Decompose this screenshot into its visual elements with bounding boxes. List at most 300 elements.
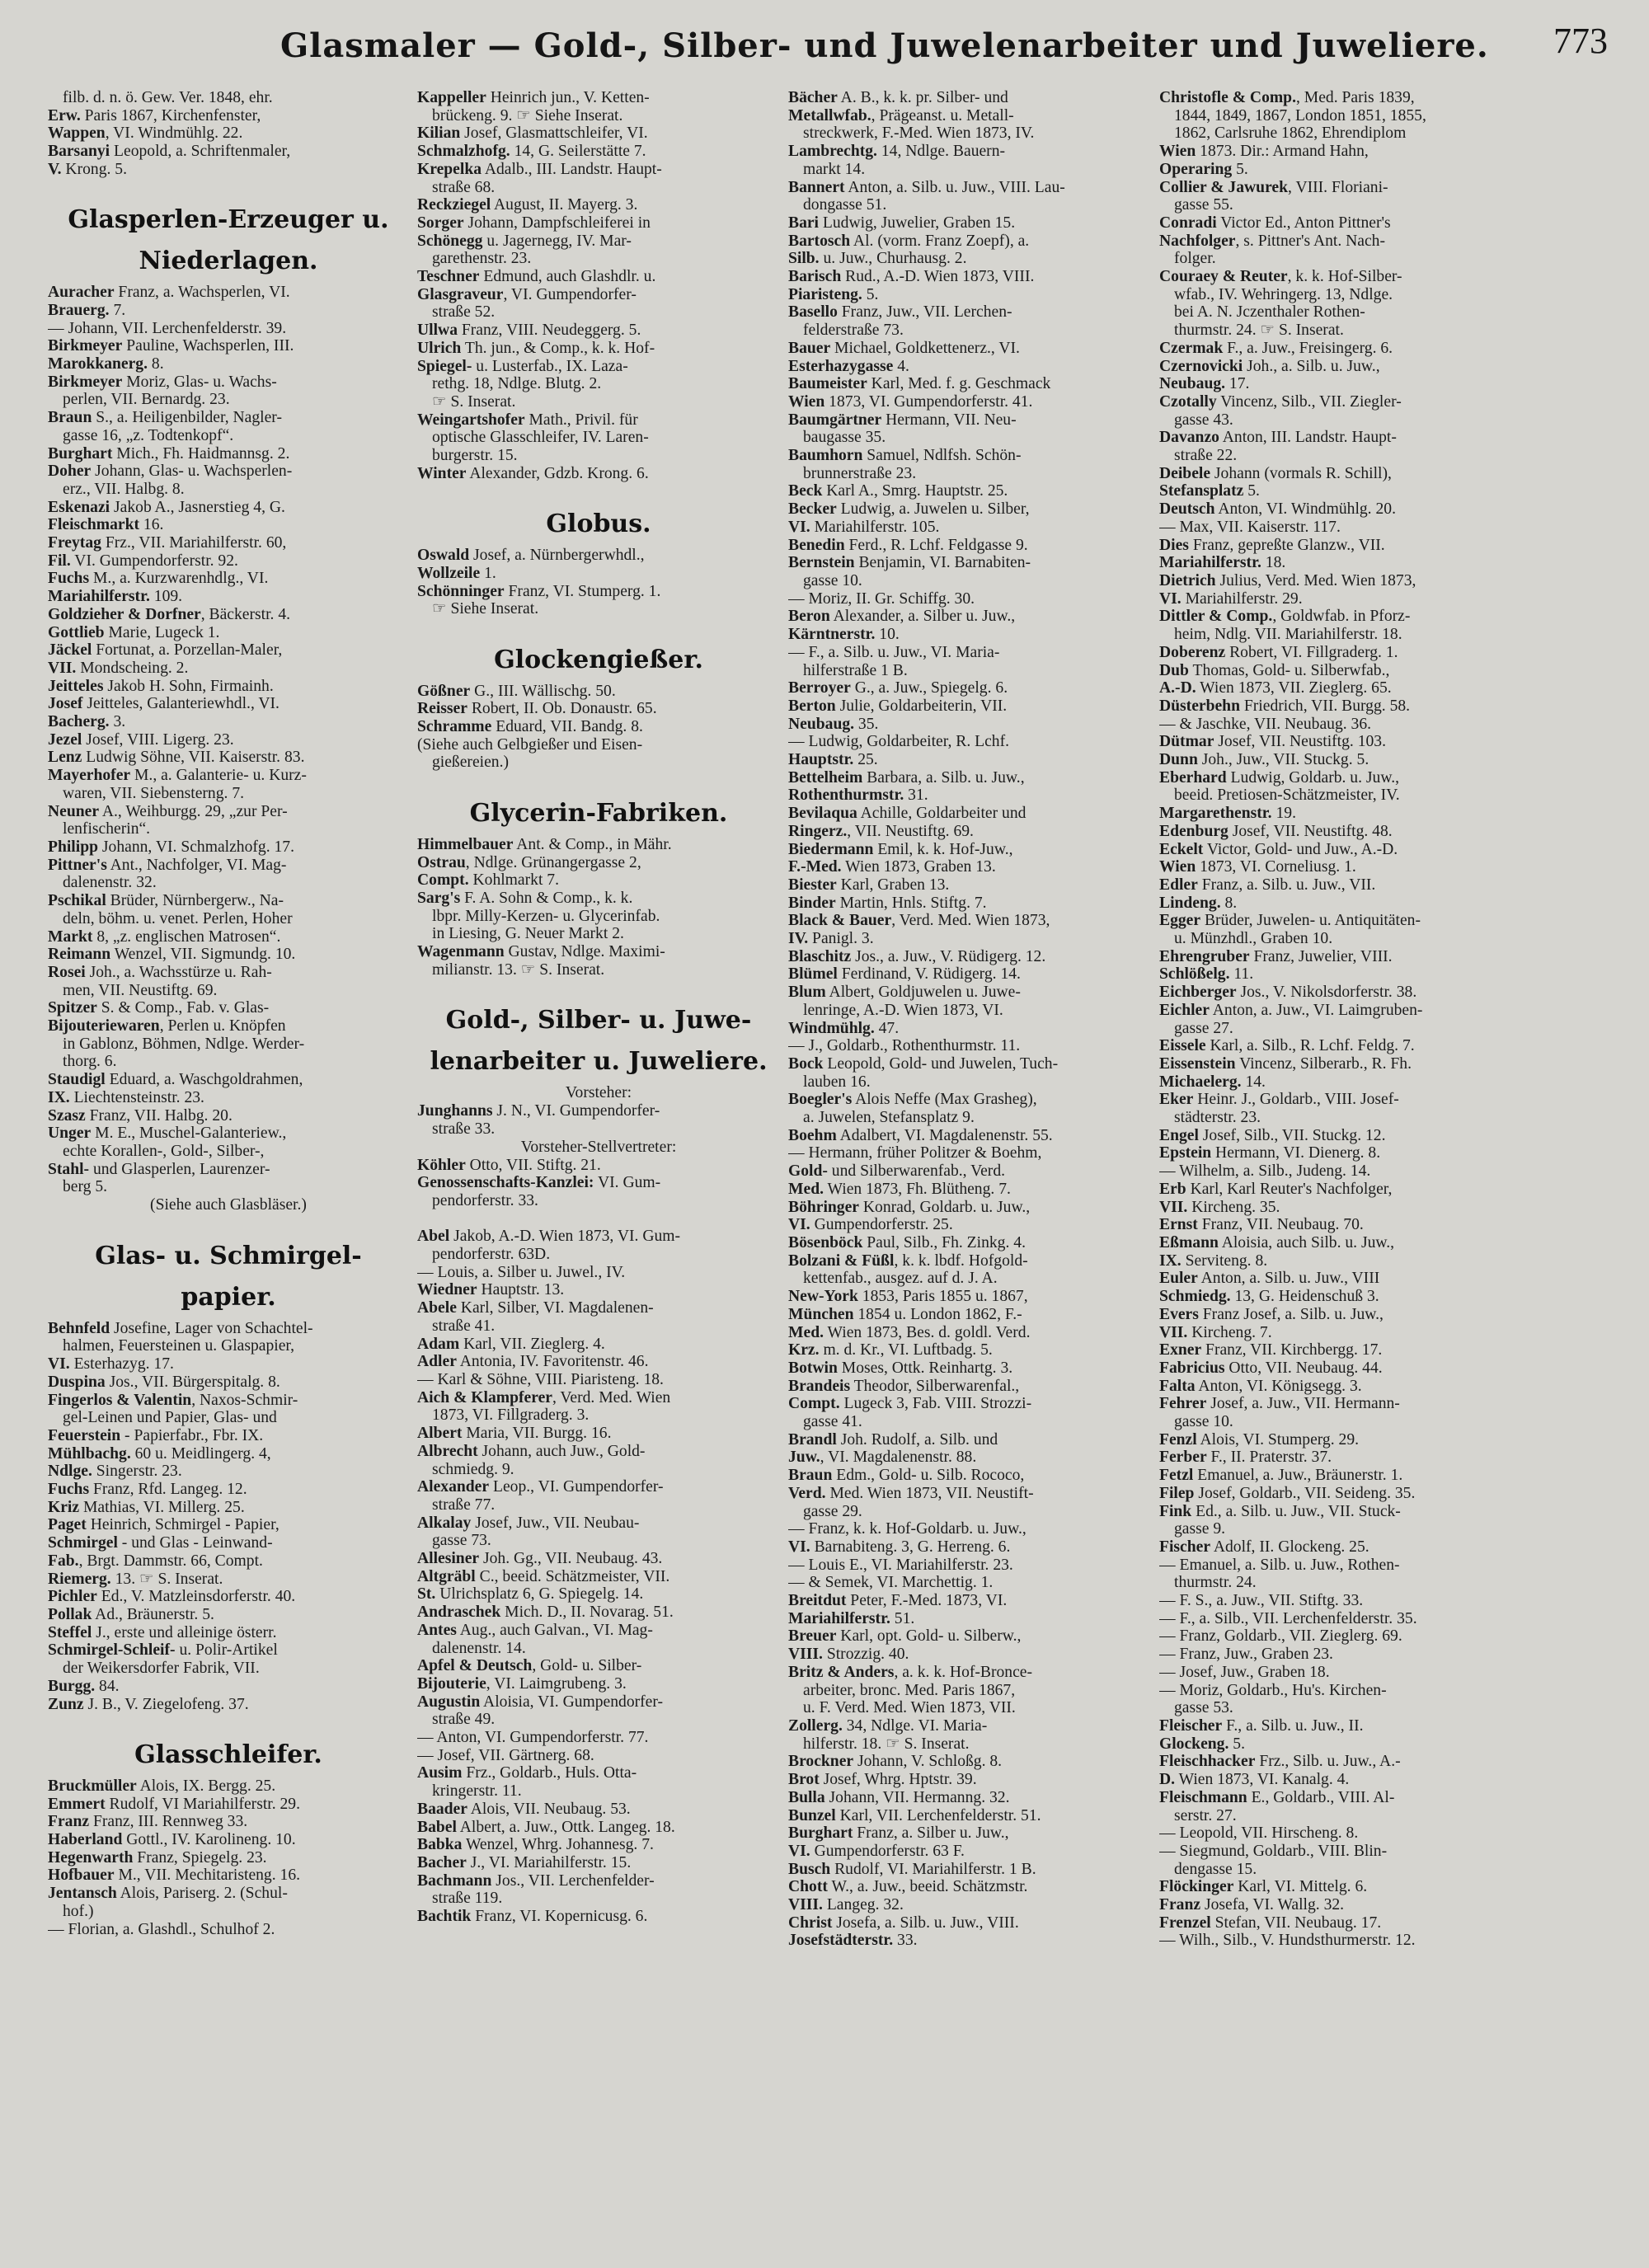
entry-name: Schmiedg. (1159, 1288, 1231, 1306)
section-subheading: Vorsteher: (565, 1084, 632, 1102)
directory-entry-line: VII. Kircheng. 7. (1159, 1323, 1272, 1341)
directory-entry-line: Edenburg Josef, VII. Neustiftg. 48. (1159, 822, 1393, 840)
directory-entry-line: Szasz Franz, VII. Halbg. 20. (48, 1106, 233, 1125)
directory-entry-line: Ostrau, Ndlge. Grünangergasse 2, (417, 853, 641, 871)
entry-name: Couraey & Reuter (1159, 268, 1288, 286)
entry-name: Basello (788, 303, 838, 322)
directory-entry-line: Pschikal Brüder, Nürnbergerw., Na- (48, 892, 284, 910)
directory-entry-line: Auracher Franz, a. Wachsperlen, VI. (48, 284, 290, 302)
entry-name: Beck (788, 482, 823, 500)
directory-entry-line: Gottlieb Marie, Lugeck 1. (48, 623, 220, 641)
directory-entry-line: Evers Franz Josef, a. Silb. u. Juw., (1159, 1305, 1384, 1323)
section-heading: Globus. (546, 509, 651, 539)
directory-entry-line: Feuerstein - Papierfabr., Fbr. IX. (48, 1426, 264, 1444)
entry-name: Andraschek (417, 1604, 501, 1622)
entry-name: München (788, 1305, 854, 1323)
column-4 (1159, 89, 1604, 2249)
entry-name: Fleischmarkt (48, 516, 140, 534)
directory-entry-line: IV. Panigl. 3. (788, 930, 874, 948)
entry-name: Zunz (48, 1695, 84, 1713)
entry-name: Markt (48, 927, 93, 946)
directory-entry-line: Barisch Rud., A.-D. Wien 1873, VIII. (788, 268, 1035, 286)
entry-name: Paget (48, 1516, 87, 1534)
directory-entry-line: New-York 1853, Paris 1855 u. 1867, (788, 1288, 1028, 1306)
directory-entry-line: Ausim Frz., Goldarb., Huls. Otta- (417, 1764, 637, 1782)
directory-entry-line: pendorferstr. 33. (432, 1191, 538, 1209)
directory-entry-line: Franz Franz, III. Rennweg 33. (48, 1813, 248, 1831)
entry-name: Fink (1159, 1502, 1192, 1520)
entry-name: Oswald (417, 547, 470, 565)
entry-name: Junghanns (417, 1102, 493, 1120)
entry-name: Josefstädterstr. (788, 1932, 894, 1950)
directory-entry-line: Schmiedg. 13, G. Heidenschuß 3. (1159, 1288, 1379, 1306)
directory-entry-line: — & Semek, VI. Marchettig. 1. (788, 1574, 994, 1592)
entry-name: Boegler's (788, 1091, 853, 1109)
directory-entry-line: Margarethenstr. 19. (1159, 805, 1296, 823)
directory-entry-line: Esterhazygasse 4. (788, 357, 909, 375)
entry-name: Gottlieb (48, 623, 105, 641)
directory-entry-line: Josefstädterstr. 33. (788, 1932, 918, 1950)
entry-name: Med. (788, 1180, 824, 1198)
entry-name: Blum (788, 984, 826, 1002)
directory-entry-line: IX. Serviteng. 8. (1159, 1251, 1268, 1270)
entry-name: Spiegel- (417, 357, 472, 375)
directory-entry-line: Neubaug. 35. (788, 715, 879, 733)
directory-entry-line: straße 49. (432, 1711, 496, 1729)
directory-entry-line: Fischer Adolf, II. Glockeng. 25. (1159, 1538, 1369, 1556)
entry-name: Teschner (417, 268, 480, 286)
entry-name: Brandeis (788, 1377, 851, 1395)
column-3 (788, 89, 1151, 2249)
entry-name: VI. (788, 1842, 810, 1860)
directory-entry-line: Wien 1873. Dir.: Armand Hahn, (1159, 143, 1369, 161)
directory-entry-line: — Siegmund, Goldarb., VIII. Blin- (1159, 1842, 1388, 1860)
directory-entry-line: — Max, VII. Kaiserstr. 117. (1159, 518, 1341, 536)
directory-entry-line: halmen, Feuersteinen u. Glaspapier, (63, 1337, 295, 1355)
entry-name: Fuchs (48, 1481, 90, 1499)
spacer (48, 1214, 409, 1233)
directory-entry-line: perlen, VII. Bernardg. 23. (63, 391, 230, 409)
directory-entry-line: Stahl- und Glasperlen, Laurenzer- (48, 1160, 270, 1178)
directory-entry-line: — Louis E., VI. Mariahilferstr. 23. (788, 1556, 1013, 1574)
directory-entry-line: Fehrer Josef, a. Juw., VII. Hermann- (1159, 1395, 1400, 1413)
directory-entry-line: Christ Josefa, a. Silb. u. Juw., VIII. (788, 1913, 1019, 1932)
entry-name: Kriz (48, 1498, 80, 1516)
entry-name: Altgräbl (417, 1567, 476, 1585)
directory-entry-line: gasse 55. (1174, 196, 1233, 214)
entry-name: Ullwa (417, 322, 458, 340)
directory-entry-line: Bevilaqua Achille, Goldarbeiter und (788, 805, 1027, 823)
entry-name: Duspina (48, 1373, 106, 1391)
entry-name: Botwin (788, 1359, 838, 1377)
entry-name: Marokkanerg. (48, 355, 148, 373)
entry-name: Fabricius (1159, 1359, 1225, 1377)
directory-entry-line: Bijouterie, VI. Laimgrubeng. 3. (417, 1674, 627, 1693)
directory-entry-line: Fabricius Otto, VII. Neubaug. 44. (1159, 1359, 1383, 1377)
entry-name: Nachfolger (1159, 232, 1236, 250)
directory-entry-line: — Louis, a. Silber u. Juwel., IV. (417, 1263, 626, 1281)
directory-entry-line: Biedermann Emil, k. k. Hof-Juw., (788, 840, 1013, 858)
entry-name: Bartosch (788, 232, 851, 250)
entry-name: Deibele (1159, 464, 1211, 482)
entry-name: Pichler (48, 1588, 97, 1606)
entry-name: Fab. (48, 1552, 79, 1570)
entry-name: Fleischhacker (1159, 1753, 1256, 1771)
entry-name: Abel (417, 1228, 450, 1246)
directory-entry-line: Reisser Robert, II. Ob. Donaustr. 65. (417, 700, 657, 718)
directory-entry-line: Josef Jeitteles, Galanteriewhdl., VI. (48, 695, 280, 713)
section-heading: Glockengießer. (494, 645, 703, 674)
directory-entry-line: Filep Josef, Goldarb., VII. Seideng. 35. (1159, 1484, 1416, 1502)
entry-name: Gold- (788, 1162, 828, 1181)
entry-name: Kilian (417, 124, 461, 143)
directory-entry-line: dongasse 51. (803, 196, 887, 214)
entry-name: Eskenazi (48, 498, 110, 516)
directory-entry-line: serstr. 27. (1174, 1806, 1237, 1824)
directory-entry-line: gasse 29. (803, 1502, 862, 1520)
directory-entry-line: VI. Esterhazyg. 17. (48, 1355, 174, 1373)
directory-entry-line: Mayerhofer M., a. Galanterie- u. Kurz- (48, 767, 307, 785)
directory-entry-line: VII. Mondscheing. 2. (48, 659, 189, 677)
directory-entry-line: dalenenstr. 14. (432, 1639, 526, 1657)
directory-entry-line: gasse 16, „z. Todtenkopf“. (63, 426, 234, 444)
directory-entry-line: Frenzel Stefan, VII. Neubaug. 17. (1159, 1913, 1382, 1932)
directory-entry-line: Apfel & Deutsch, Gold- u. Silber- (417, 1657, 642, 1675)
entry-name: Bulla (788, 1788, 825, 1806)
entry-name: Verd. (788, 1484, 826, 1502)
directory-entry-line: gasse 10. (803, 571, 862, 589)
directory-entry-line: Fink Ed., a. Silb. u. Juw., VII. Stuck- (1159, 1502, 1401, 1520)
directory-entry-line: Schlößelg. 11. (1159, 965, 1254, 984)
entry-name: Hauptstr. (788, 751, 854, 769)
directory-entry-line: dengasse 15. (1174, 1860, 1257, 1878)
entry-name: Rosei (48, 963, 86, 981)
entry-name: Emmert (48, 1795, 106, 1813)
directory-entry-line: Eichler Anton, a. Juw., VI. Laimgruben- (1159, 1001, 1423, 1019)
directory-entry-line: Böhringer Konrad, Goldarb. u. Juw., (788, 1198, 1031, 1216)
directory-entry-line: — Wilh., Silb., V. Hundsthurmerstr. 12. (1159, 1932, 1416, 1950)
directory-entry-line: Beck Karl A., Smrg. Hauptstr. 25. (788, 482, 1008, 500)
directory-entry-line: Goldzieher & Dorfner, Bäckerstr. 4. (48, 605, 291, 623)
entry-name: Dietrich (1159, 571, 1216, 589)
directory-entry-line: Eissele Karl, a. Silb., R. Lchf. Feldg. 7. (1159, 1037, 1415, 1055)
directory-entry-line: Engel Josef, Silb., VII. Stuckg. 12. (1159, 1126, 1386, 1144)
entry-name: Staudigl (48, 1071, 106, 1089)
directory-entry-line: heim, Ndlg. VII. Mariahilferstr. 18. (1174, 626, 1402, 644)
directory-entry-line: Ullwa Franz, VIII. Neudeggerg. 5. (417, 322, 641, 340)
directory-entry-line: Edler Franz, a. Silb. u. Juw., VII. (1159, 876, 1376, 894)
directory-entry-line: Blümel Ferdinand, V. Rüdigerg. 14. (788, 965, 1021, 984)
entry-name: Behnfeld (48, 1319, 110, 1337)
directory-entry-line: Burghart Mich., Fh. Haidmannsg. 2. (48, 444, 290, 463)
directory-entry-line: Fab., Brgt. Dammstr. 66, Compt. (48, 1552, 263, 1570)
directory-entry-line: lenringe, A.-D. Wien 1873, VI. (803, 1001, 1003, 1019)
directory-entry-line: Burgg. 84. (48, 1677, 120, 1695)
entry-name: Fischer (1159, 1538, 1211, 1556)
directory-entry-line: Bachmann Jos., VII. Lerchenfelder- (417, 1871, 655, 1890)
directory-entry-line: — F., a. Silb., VII. Lerchenfelderstr. 35. (1159, 1609, 1417, 1627)
entry-name: Edenburg (1159, 822, 1229, 840)
directory-entry-line: Alkalay Josef, Juw., VII. Neubau- (417, 1514, 640, 1532)
directory-entry-line: — Leopold, VII. Hirscheng. 8. (1159, 1824, 1359, 1843)
entry-name: Bacher (417, 1853, 467, 1871)
directory-entry-line: in Gablonz, Böhmen, Ndlge. Werder- (63, 1035, 305, 1053)
directory-entry-line: lenfischerin“. (63, 820, 151, 838)
directory-entry-line: Bernstein Benjamin, VI. Barnabiten- (788, 554, 1031, 572)
directory-entry-line: Altgräbl C., beeid. Schätzmeister, VII. (417, 1567, 670, 1585)
entry-name: Margarethenstr. (1159, 805, 1272, 823)
entry-name: Binder (788, 894, 836, 912)
entry-name: Reisser (417, 700, 467, 718)
directory-entry-line: Ringerz., VII. Neustiftg. 69. (788, 822, 974, 840)
entry-name: Black & Bauer (788, 912, 892, 930)
directory-entry-line: Eker Heinr. J., Goldarb., VIII. Josef- (1159, 1091, 1399, 1109)
entry-name: Jentansch (48, 1885, 117, 1903)
entry-name: VI. (48, 1355, 70, 1373)
section-heading: Gold-, Silber- u. Juwe- (445, 1006, 752, 1035)
entry-name: Haberland (48, 1831, 123, 1849)
directory-entry-line: gel-Leinen und Papier, Glas- und (63, 1409, 277, 1427)
directory-entry-line: Baumgärtner Hermann, VII. Neu- (788, 411, 1017, 429)
entry-name: Burgg. (48, 1677, 96, 1695)
entry-name: Bevilaqua (788, 805, 857, 823)
entry-name: Dies (1159, 536, 1189, 554)
spacer (417, 772, 780, 790)
directory-entry-line: Benedin Ferd., R. Lchf. Feldgasse 9. (788, 536, 1028, 554)
directory-entry-line: Nachfolger, s. Pittner's Ant. Nach- (1159, 232, 1385, 250)
directory-entry-line: Krepelka Adalb., III. Landstr. Haupt- (417, 160, 662, 178)
directory-entry-line: Wollzeile 1. (417, 564, 496, 582)
directory-entry-line: Albert Maria, VII. Burgg. 16. (417, 1425, 612, 1443)
entry-name: Mariahilferstr. (788, 1609, 890, 1627)
entry-name: Blaschitz (788, 947, 852, 965)
directory-entry-line: Eichberger Jos., V. Nikolsdorferstr. 38. (1159, 984, 1417, 1002)
entry-name: Albrecht (417, 1442, 478, 1460)
directory-entry-line: — Johann, VII. Lerchenfelderstr. 39. (48, 319, 287, 337)
entry-name: Epstein (1159, 1144, 1212, 1162)
directory-entry-line: Reckziegel August, II. Mayerg. 3. (417, 196, 638, 214)
spacer (48, 1713, 409, 1731)
directory-entry-line: berg 5. (63, 1178, 108, 1196)
entry-name: Albert (417, 1425, 463, 1443)
entry-name: Franz (1159, 1896, 1201, 1914)
entry-name: Winter (417, 464, 467, 482)
entry-name: Gößner (417, 682, 471, 700)
directory-entry-line: A.-D. Wien 1873, VII. Zieglerg. 65. (1159, 679, 1392, 697)
entry-name: Wien (1159, 143, 1196, 161)
directory-entry-line: Eskenazi Jakob A., Jasnerstieg 4, G. (48, 498, 285, 516)
directory-entry-line: VIII. Strozzig. 40. (788, 1646, 909, 1664)
page-number: 773 (1553, 21, 1608, 61)
entry-name: Eckelt (1159, 840, 1204, 858)
entry-name: Eberhard (1159, 768, 1227, 787)
entry-name: Baader (417, 1800, 467, 1818)
directory-entry-line: Fleischmann E., Goldarb., VIII. Al- (1159, 1788, 1395, 1806)
entry-name: Bari (788, 214, 820, 232)
entry-name: Bösenböck (788, 1234, 863, 1251)
directory-entry-line: Piaristeng. 5. (788, 285, 879, 303)
directory-entry-line: Bächer A. B., k. k. pr. Silber- und (788, 89, 1008, 106)
directory-entry-line: u. F. Verd. Med. Wien 1873, VII. (803, 1699, 1016, 1717)
section-heading: Glasperlen-Erzeuger u. (68, 205, 389, 235)
directory-entry-line: D. Wien 1873, VI. Kanalg. 4. (1159, 1771, 1350, 1789)
entry-name: Conradi (1159, 214, 1217, 232)
directory-entry-line: Pittner's Ant., Nachfolger, VI. Mag- (48, 856, 287, 874)
entry-name: Becker (788, 500, 837, 519)
entry-name: Dunn (1159, 751, 1198, 769)
directory-entry-line: Mühlbachg. 60 u. Meidlingerg. 4, (48, 1444, 271, 1463)
entry-name: Mayerhofer (48, 767, 131, 785)
directory-entry-line: Jeitteles Jakob H. Sohn, Firmainh. (48, 677, 274, 695)
directory-entry-line: Zollerg. 34, Ndlge. VI. Maria- (788, 1716, 988, 1735)
directory-entry-line: Fenzl Alois, VI. Stumperg. 29. (1159, 1430, 1360, 1449)
entry-name: Burghart (788, 1824, 853, 1843)
directory-entry-line: beeid. Pretiosen-Schätzmeister, IV. (1174, 787, 1400, 805)
section-heading: Glas- u. Schmirgel- (95, 1241, 362, 1270)
section-heading: lenarbeiter u. Juweliere. (430, 1047, 768, 1077)
directory-entry-line: men, VII. Neustiftg. 69. (63, 981, 218, 999)
directory-entry-line: Brockner Johann, V. Schloßg. 8. (788, 1753, 1003, 1771)
entry-name: Piaristeng. (788, 285, 862, 303)
directory-entry-line: schmiedg. 9. (432, 1460, 514, 1478)
directory-entry-line: Juw., VI. Magdalenenstr. 88. (788, 1449, 977, 1467)
entry-name: Apfel & Deutsch (417, 1657, 533, 1675)
directory-entry-line: Bolzani & Füßl, k. k. lbdf. Hofgold- (788, 1251, 1028, 1270)
directory-entry-line: Antes Aug., auch Galvan., VI. Mag- (417, 1621, 653, 1639)
entry-name: Wiedner (417, 1281, 477, 1299)
entry-name: Freytag (48, 534, 101, 552)
directory-entry-line: gasse 41. (803, 1413, 862, 1431)
entry-name: Busch (788, 1860, 831, 1878)
directory-entry-line: — Moriz, Goldarb., Hu's. Kirchen- (1159, 1681, 1387, 1699)
directory-entry-line: — Karl & Söhne, VIII. Piaristeng. 18. (417, 1371, 664, 1388)
directory-entry-line: Fleischmarkt 16. (48, 516, 164, 534)
directory-entry-line: hilferstraße 1 B. (803, 661, 908, 679)
entry-name: Britz & Anders (788, 1663, 895, 1681)
entry-name: Genossenschafts-Kanzlei: (417, 1174, 594, 1192)
entry-name: Metallwfab. (788, 106, 871, 124)
directory-entry-line: VII. Kircheng. 35. (1159, 1198, 1280, 1216)
entry-name: IX. (48, 1088, 70, 1106)
directory-entry-line: Doher Johann, Glas- u. Wachsperlen- (48, 463, 293, 481)
entry-name: Compt. (788, 1395, 840, 1413)
entry-name: Fil. (48, 552, 71, 570)
directory-entry-line: garethenstr. 23. (432, 250, 532, 268)
entry-name: Bächer (788, 89, 838, 106)
directory-entry-line: Brauerg. 7. (48, 301, 126, 319)
directory-entry-line: Couraey & Reuter, k. k. Hof-Silber- (1159, 268, 1402, 286)
directory-entry-line: thurmstr. 24. (1174, 1574, 1257, 1592)
entry-name: Exner (1159, 1341, 1202, 1359)
directory-entry-line: Bijouteriewaren, Perlen u. Knöpfen (48, 1017, 286, 1035)
entry-name: Stahl- (48, 1160, 90, 1178)
entry-name: Bolzani & Füßl (788, 1251, 895, 1270)
entry-name: Eßmann (1159, 1234, 1219, 1251)
directory-entry-line: filb. d. n. ö. Gew. Ver. 1848, ehr. (63, 89, 273, 106)
directory-entry-line: — Anton, VI. Gumpendorferstr. 77. (417, 1729, 649, 1747)
entry-name: Zollerg. (788, 1716, 843, 1735)
directory-entry-line: waren, VII. Siebensterng. 7. (63, 784, 245, 802)
directory-entry-line: 1844, 1849, 1867, London 1851, 1855, (1174, 106, 1426, 124)
directory-entry-line: optische Glasschleifer, IV. Laren- (432, 429, 649, 447)
directory-entry-line: Aich & Klampferer, Verd. Med. Wien (417, 1388, 671, 1406)
entry-name: Bauer (788, 339, 831, 357)
entry-name: Aich & Klampferer (417, 1388, 552, 1406)
entry-name: Braun (48, 409, 92, 427)
entry-name: Fleischer (1159, 1716, 1223, 1735)
directory-entry-line: u. Münzhdl., Graben 10. (1174, 930, 1333, 948)
directory-entry-line: arbeiter, bronc. Med. Paris 1867, (803, 1681, 1016, 1699)
entry-name: Collier & Jawurek (1159, 178, 1289, 196)
entry-name: IX. (1159, 1251, 1182, 1270)
directory-entry-line: — F., a. Silb. u. Juw., VI. Maria- (788, 643, 1000, 661)
entry-name: A.-D. (1159, 679, 1196, 697)
entry-name: Euler (1159, 1270, 1198, 1288)
directory-entry-line: Wien 1873, VI. Gumpendorferstr. 41. (788, 392, 1033, 411)
directory-entry-line: Abele Karl, Silber, VI. Magdalenen- (417, 1299, 654, 1317)
entry-name: Stefansplatz (1159, 482, 1244, 500)
entry-name: Brot (788, 1771, 820, 1789)
directory-entry-line: Hofbauer M., VII. Mechitaristeng. 16. (48, 1867, 301, 1885)
entry-name: Engel (1159, 1126, 1199, 1144)
entry-name: Adam (417, 1335, 460, 1353)
directory-entry-line: Jäckel Fortunat, a. Porzellan-Maler, (48, 641, 283, 660)
entry-name: Glockeng. (1159, 1735, 1229, 1753)
entry-name: VI. (788, 1538, 810, 1556)
entry-name: Auracher (48, 284, 115, 302)
spacer (417, 1210, 780, 1228)
entry-name: Czotally (1159, 392, 1217, 411)
directory-entry-line: gasse 9. (1174, 1520, 1226, 1538)
entry-name: Christ (788, 1913, 833, 1932)
section-heading: Glasschleifer. (134, 1740, 322, 1769)
entry-name: Bacherg. (48, 713, 110, 731)
entry-name: Erw. (48, 106, 81, 124)
directory-entry-line: Birkmeyer Pauline, Wachsperlen, III. (48, 337, 294, 355)
directory-entry-line: Bacherg. 3. (48, 713, 126, 731)
directory-entry-line: Kriz Mathias, VI. Millerg. 25. (48, 1498, 245, 1516)
entry-name: Deutsch (1159, 500, 1215, 519)
directory-entry-line: Abel Jakob, A.-D. Wien 1873, VI. Gum- (417, 1228, 681, 1246)
directory-entry-line: Windmühlg. 47. (788, 1019, 900, 1037)
section-heading: Niederlagen. (139, 247, 318, 276)
directory-entry-line: VI. Mariahilferstr. 105. (788, 518, 940, 536)
entry-name: Czermak (1159, 339, 1224, 357)
directory-entry-line: Birkmeyer Moriz, Glas- u. Wachs- (48, 373, 277, 391)
directory-entry-line: Reimann Wenzel, VII. Sigmundg. 10. (48, 946, 296, 964)
spacer (417, 979, 780, 997)
entry-name: Reimann (48, 946, 111, 964)
entry-name: Glasgraveur (417, 285, 504, 303)
entry-name: Mariahilferstr. (48, 588, 150, 606)
directory-entry-line: V. Krong. 5. (48, 160, 127, 178)
directory-entry-line: Michaelerg. 14. (1159, 1073, 1266, 1091)
directory-entry-line: Schmirgel-Schleif- u. Polir-Artikel (48, 1641, 278, 1660)
entry-name: Bijouterie (417, 1674, 486, 1693)
section-heading: Glycerin-Fabriken. (469, 798, 728, 828)
directory-entry-line: St. Ulrichsplatz 6, G. Spiegelg. 14. (417, 1585, 644, 1604)
entry-name: Czernovicki (1159, 357, 1243, 375)
directory-entry-line: — & Jaschke, VII. Neubaug. 36. (1159, 715, 1372, 733)
directory-entry-line: Glockeng. 5. (1159, 1735, 1245, 1753)
directory-entry-line: felderstraße 73. (803, 322, 904, 340)
directory-entry-line: Stefansplatz 5. (1159, 482, 1260, 500)
directory-entry-line: Eckelt Victor, Gold- und Juw., A.-D. (1159, 840, 1398, 858)
directory-entry-line: Franz Josefa, VI. Wallg. 32. (1159, 1896, 1345, 1914)
entry-name: Bruckmüller (48, 1777, 137, 1795)
entry-name: Ferber (1159, 1449, 1207, 1467)
entry-name: VIII. (788, 1646, 823, 1664)
